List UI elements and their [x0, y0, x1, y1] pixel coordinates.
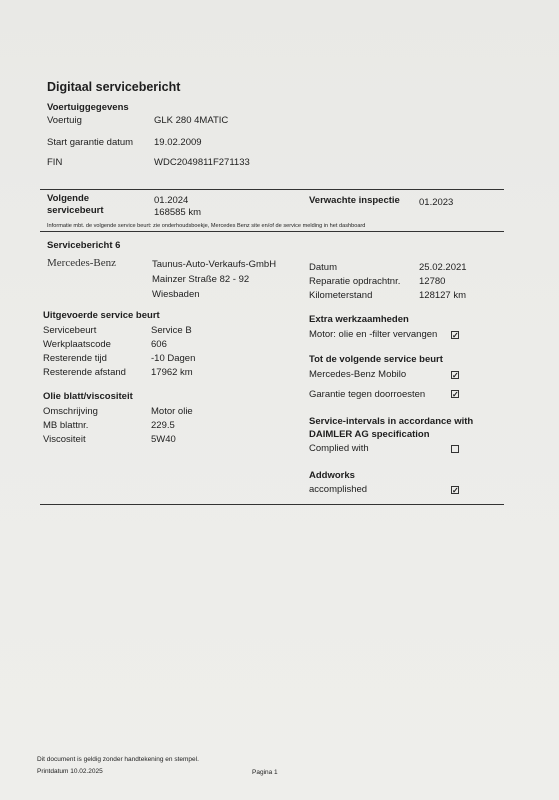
date-label: Datum — [309, 262, 337, 273]
mileage-label: Kilometerstand — [309, 290, 373, 301]
footer-page-number: Pagina 1 — [252, 769, 278, 776]
oil-row-value: 229.5 — [151, 420, 175, 431]
intervals-heading-1: Service-intervals in accordance with — [309, 416, 474, 427]
divider-top — [40, 189, 504, 190]
next-service-info: Informatie mbt. de volgende service beurt: zie onderhoudsboekje, Mercedes Benz site en/of de service melding in het dashboard — [47, 223, 366, 229]
mileage-value: 128127 km — [419, 290, 467, 301]
warranty-start-label: Start garantie datum — [47, 137, 134, 148]
warranty-start-value: 19.02.2009 — [154, 137, 202, 148]
oil-row-value: Motor olie — [151, 406, 193, 417]
intervals-heading-2: DAIMLER AG specification — [309, 429, 430, 440]
oil-row-label: MB blattnr. — [43, 420, 89, 431]
until-next-heading: Tot de volgende service beurt — [309, 354, 443, 365]
intervals-item: Complied with — [309, 443, 369, 454]
performed-row-label: Werkplaatscode — [43, 339, 111, 350]
order-number-label: Reparatie opdrachtnr. — [309, 276, 401, 287]
report-heading: Servicebericht 6 — [47, 240, 121, 251]
brand-logo: Mercedes-Benz — [47, 257, 117, 269]
divider-bottom — [40, 504, 504, 505]
next-service-date: 01.2024 — [154, 195, 189, 206]
inspection-label: Verwachte inspectie — [309, 195, 400, 206]
performed-row-label: Servicebeurt — [43, 325, 97, 336]
performed-row-label: Resterende tijd — [43, 353, 107, 364]
checkmark-icon: ✓ — [452, 486, 459, 495]
document-title: Digitaal servicebericht — [47, 80, 181, 94]
vehicle-heading: Voertuiggegevens — [47, 102, 129, 113]
footer-disclaimer: Dit document is geldig zonder handtekening en stempel. — [37, 756, 199, 763]
oil-row-label: Omschrijving — [43, 406, 98, 417]
fin-value: WDC2049811F271133 — [154, 157, 250, 168]
mobilo-checkbox — [451, 371, 459, 379]
addworks-heading: Addworks — [309, 470, 355, 481]
next-service-label-1: Volgende — [47, 193, 90, 204]
inspection-date: 01.2023 — [419, 197, 454, 208]
checkmark-icon: ✓ — [452, 331, 459, 340]
mobilo-item: Mercedes-Benz Mobilo — [309, 369, 407, 380]
checkmark-icon: ✓ — [452, 390, 459, 399]
rust-warranty-item: Garantie tegen doorroesten — [309, 389, 426, 400]
fin-label: FIN — [47, 157, 63, 168]
date-value: 25.02.2021 — [419, 262, 467, 273]
next-service-label-2: servicebeurt — [47, 205, 104, 216]
performed-row-value: 17962 km — [151, 367, 193, 378]
order-number-value: 12780 — [419, 276, 446, 287]
extra-heading: Extra werkzaamheden — [309, 314, 409, 325]
dealer-city: Wiesbaden — [152, 289, 200, 300]
oil-row-value: 5W40 — [151, 434, 176, 445]
oil-heading: Olie blatt/viscositeit — [43, 391, 133, 402]
performed-heading: Uitgevoerde service beurt — [43, 310, 160, 321]
next-service-km: 168585 km — [154, 207, 202, 218]
oil-row-label: Viscositeit — [43, 434, 86, 445]
footer-print-date: Printdatum 10.02.2025 — [37, 768, 103, 775]
rust-warranty-checkbox — [451, 390, 459, 398]
performed-row-value: Service B — [151, 325, 192, 336]
intervals-checkbox — [451, 445, 459, 453]
dealer-street: Mainzer Straße 82 - 92 — [152, 274, 250, 285]
performed-row-value: 606 — [151, 339, 167, 350]
performed-row-value: -10 Dagen — [151, 353, 196, 364]
addworks-checkbox — [451, 486, 459, 494]
checkmark-icon: ✓ — [452, 371, 459, 380]
divider-info — [40, 231, 504, 232]
dealer-name: Taunus-Auto-Verkaufs-GmbH — [152, 259, 277, 270]
vehicle-label: Voertuig — [47, 115, 82, 126]
extra-item: Motor: olie en -filter vervangen — [309, 329, 438, 340]
addworks-item: accomplished — [309, 484, 368, 495]
vehicle-value: GLK 280 4MATIC — [154, 115, 229, 126]
extra-checkbox — [451, 331, 459, 339]
performed-row-label: Resterende afstand — [43, 367, 126, 378]
